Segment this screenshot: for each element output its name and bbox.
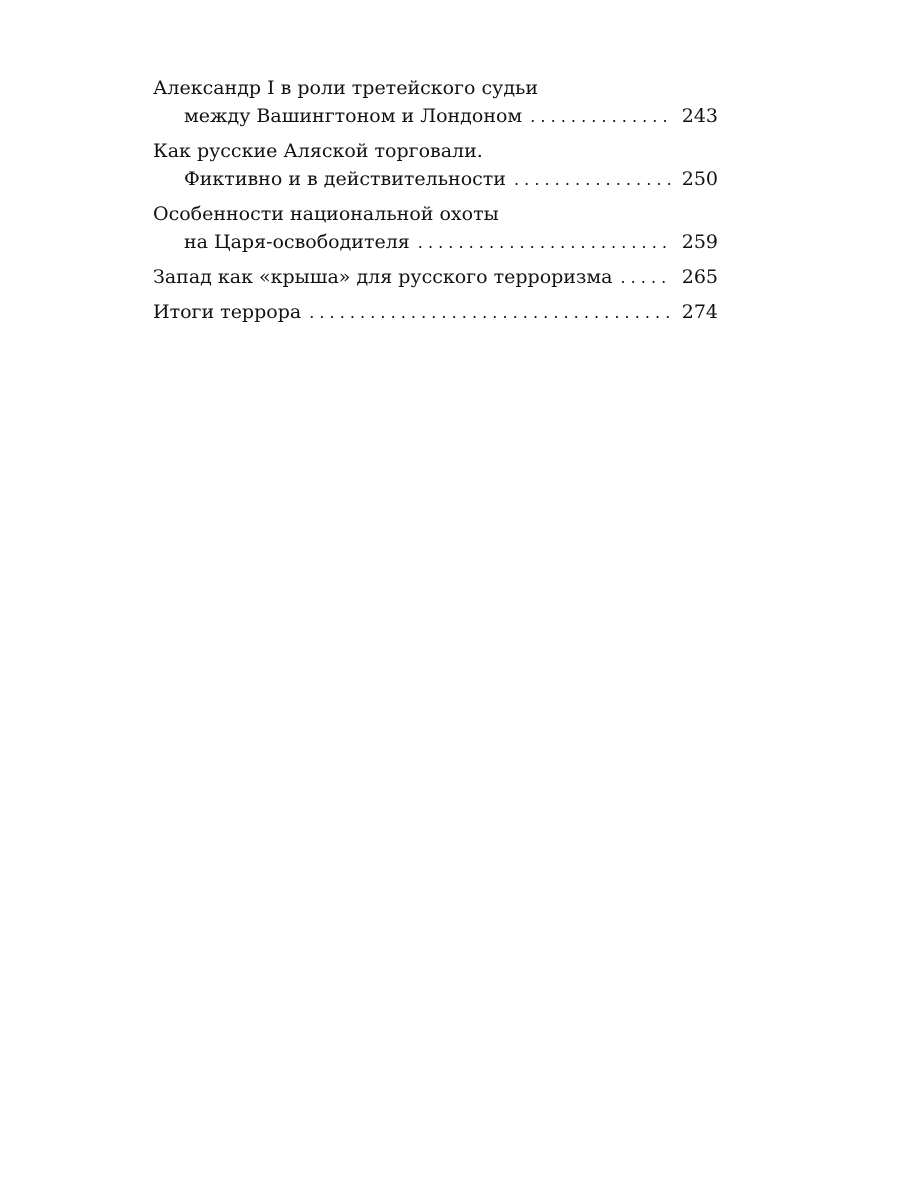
dot-leader xyxy=(620,264,671,292)
toc-entry-last-line xyxy=(153,263,718,292)
toc-entry-title-line: Особенности национальной охоты xyxy=(153,203,499,225)
toc-entry-title-continuation: между Вашингтоном и Лондоном xyxy=(184,105,523,127)
toc-entry-title-line: Александр I в роли третейского судьи xyxy=(153,77,539,99)
toc-entry[interactable] xyxy=(153,263,718,292)
toc-entry-title-continuation: Фиктивно и в действительности xyxy=(184,168,506,190)
toc-page-number: 265 xyxy=(681,266,718,288)
toc-entry-last-line xyxy=(153,102,718,131)
toc-entry[interactable] xyxy=(153,74,718,131)
toc-entry-title-continuation: на Царя-освободителя xyxy=(184,231,410,253)
toc-entry-title: Запад как «крыша» для русского терроризма xyxy=(153,266,613,288)
toc-page-number: 243 xyxy=(681,105,718,127)
toc-entry[interactable] xyxy=(153,298,718,327)
toc-entry-title: Итоги террора xyxy=(153,301,302,323)
toc-entry[interactable] xyxy=(153,200,718,257)
toc-entry-last-line xyxy=(153,228,718,257)
toc-entry-title-line: Как русские Аляской торговали. xyxy=(153,140,483,162)
toc-page-number: 274 xyxy=(681,301,718,323)
dot-leader xyxy=(514,166,672,194)
dot-leader xyxy=(418,229,672,257)
toc-entry[interactable] xyxy=(153,137,718,194)
toc-entry-last-line xyxy=(153,298,718,327)
table-of-contents xyxy=(153,74,718,333)
toc-entry-last-line xyxy=(153,165,718,194)
dot-leader xyxy=(309,299,672,327)
toc-page-number: 259 xyxy=(681,231,718,253)
dot-leader xyxy=(530,103,672,131)
toc-page-number: 250 xyxy=(681,168,718,190)
